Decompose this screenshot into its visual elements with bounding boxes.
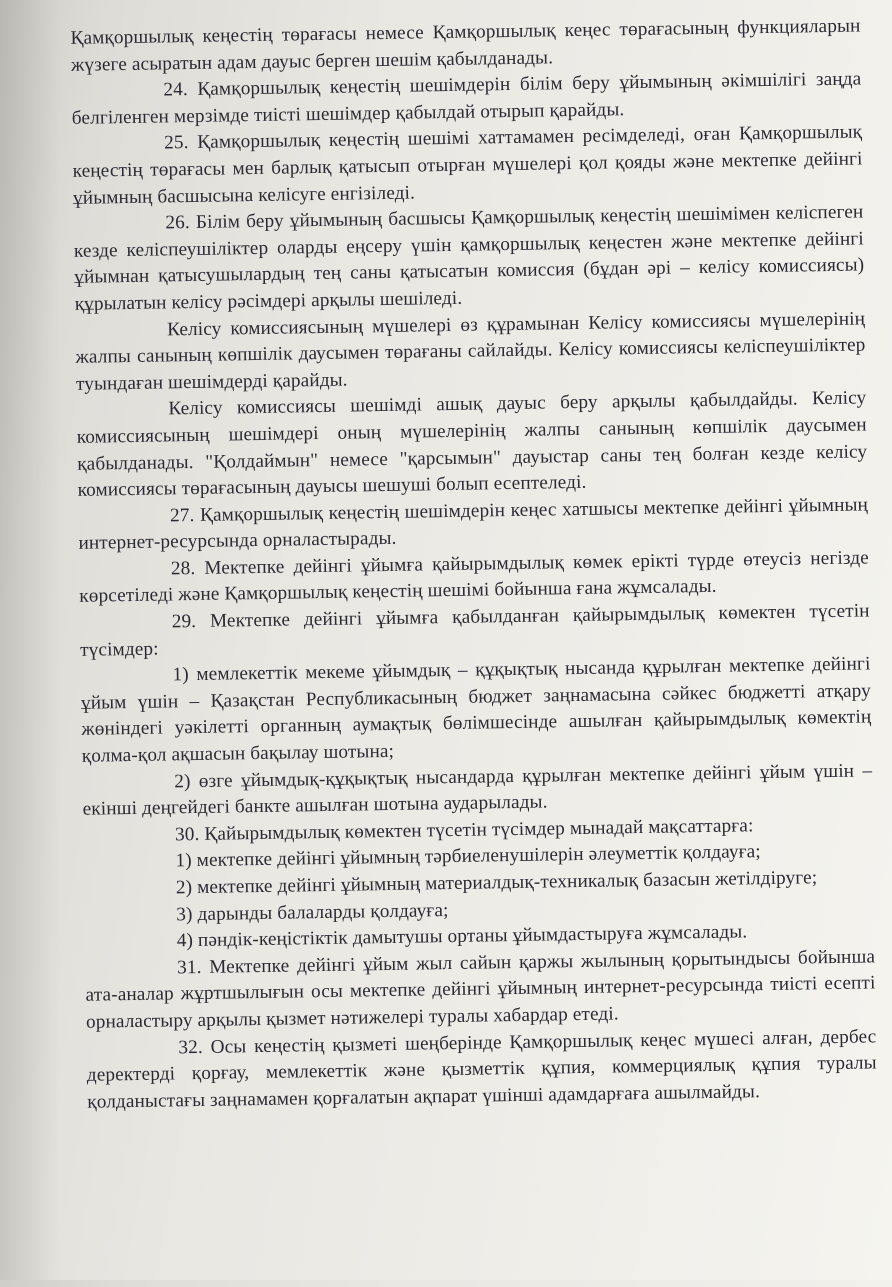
paragraph-29: 29. Мектепке дейінгі ұйымға қабылданған қайырымдылық көмектен түсетін түсімдер:: [79, 600, 870, 661]
paragraph-27: 27. Қамқоршылық кеңестің шешімдерін кеңес хатшысы мектепке дейінгі ұйымның интернет-ресурсында орналастырады.: [78, 494, 869, 555]
paragraph-26-commission-voting: Келісу комиссиясы шешімді ашық дауыс беру арқылы қабылдайды. Келісу комиссиясының шешімдері оның мүшелерінің жалпы санының көпшілік даусымен қабылданады. "Қолдаймын" немесе "қарсымын" дауыстар саны тең болған кезде келісу комиссиясы төрағасының дауысы шешуші болып есептеледі.: [76, 387, 868, 501]
paragraph-30-item-1: 1) мектепке дейінгі ұйымның тәрбиеленушілерін әлеуметтік қолдауға;: [175, 841, 761, 872]
paragraph-30-item-4: 4) пәндік-кеңістіктік дамытушы ортаны ұйымдастыруға жұмсалады.: [176, 921, 748, 952]
paragraph-24: 24. Қамқоршылық кеңестің шешімдерін білім беру ұйымының әкімшілігі заңда белгіленген мерзімде тиісті шешімдер қабылдай отырып қарайды.: [71, 68, 862, 129]
paragraph-26: 26. Білім беру ұйымының басшысы Қамқоршылық кеңестің шешімімен келіспеген кезде келіспеушіліктер оларды еңсеру үшін қамқоршылық кеңестен және мектепке дейінгі ұйымнан қатысушылардың тең саны қатысатын комиссия (бұдан әрі – келісу комиссиясы) құрылатын келісу рәсімдері арқылы шешіледі.: [73, 201, 865, 315]
document-body: [70, 13, 877, 1116]
paragraph-30: 30. Қайырымдылық көмектен түсетін түсімдер мынадай мақсаттарға:: [174, 815, 754, 846]
paragraph-continuation: Қамқоршылық кеңестің төрағасы немесе Қамқоршылық кеңес төрағасының функцияларын жүзеге асыратын адам дауыс берген шешім қабылданады.: [70, 15, 861, 76]
paragraph-31: 31. Мектепке дейінгі ұйым жыл сайын қаржы жылының қорытындысы бойынша ата-аналар жұртшылығын осы мектепке дейінгі ұйымның интернет-ресурсында тиісті есепті орналастыру арқылы қызмет нәтижелері туралы хабардар етеді.: [85, 946, 876, 1033]
paragraph-25: 25. Қамқоршылық кеңестің шешімі хаттамамен ресімделеді, оған Қамқоршылық кеңестің төрағасы мен барлық қатысып отырған мүшелері қол қояды және мектепке дейінгі ұйымның басшысына келісуге енгізіледі.: [72, 121, 863, 209]
paragraph-29-item-2: 2) өзге ұйымдық-құқықтық нысандарда құрылған мектепке дейінгі ұйым үшін – екінші деңгейдегі банкте ашылған шотына аударылады.: [82, 760, 873, 821]
paragraph-26-commission-members: Келісу комиссиясының мүшелері өз құрамынан Келісу комиссиясы мүшелерінің жалпы санының көпшілік даусымен төрағаны сайлайды. Келісу комиссиясы келіспеушіліктер туындаған шешімдерді қарайды.: [75, 307, 866, 395]
paragraph-29-item-1: 1) мемлекеттік мекеме ұйымдық – құқықтық нысанда құрылған мектепке дейінгі ұйым үшін – Қазақстан Республикасының бюджет заңнамасына сәйкес бюджетті атқару жөніндегі уәкілетті органның аумақтық бөлімшесінде ашылған қайырымдылық көмектің қолма-қол ақшасын бақылау шотына;: [80, 653, 872, 767]
paragraph-30-item-3: 3) дарынды балаларды қолдауға;: [176, 899, 449, 925]
paragraph-32: 32. Осы кеңестің қызметі шеңберінде Қамқоршылық кеңес мүшесі алған, дербес деректерді қорғау, мемлекеттік және қызметтік құпия, коммерциялық құпия туралы қолданыстағы заңнамамен қорғалатын ақпарат үшінші адамдарғаға ашылмайды.: [86, 1025, 877, 1113]
paragraph-28: 28. Мектепке дейінгі ұйымға қайырымдылық көмек ерікті түрде өтеусіз негізде көрсетіледі және Қамқоршылық кеңестің шешімі бойынша ғана жұмсалады.: [79, 547, 869, 608]
paragraph-30-item-2: 2) мектепке дейінгі ұйымның материалдық-техникалық базасын жетілдіруге;: [175, 867, 818, 899]
